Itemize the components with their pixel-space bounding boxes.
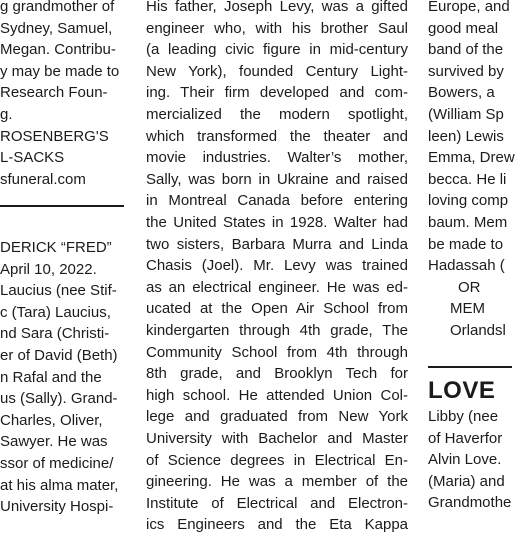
- obituary-text-line: Libby (nee: [428, 408, 499, 425]
- obituary-text-line: (a leading civic figure in mid-century: [146, 41, 408, 59]
- obituary-text-line: ics Engineers and the Eta Kappa: [146, 516, 408, 534]
- obituary-text-line: Laucius (nee Stif-: [0, 282, 117, 300]
- middle-obituary-column: [146, 0, 408, 534]
- obituary-text-line: Charles, Oliver,: [0, 411, 103, 429]
- left-obituary-column: [0, 0, 128, 516]
- obituary-text-line: survived by: [428, 62, 504, 80]
- obituary-text-line: 8th grade, and Brooklyn Tech for: [146, 365, 408, 383]
- obituary-text-line: Bowers, a: [428, 84, 495, 102]
- obituary-text-line: loving comp: [428, 192, 509, 210]
- obituary-text-line: y may be made to: [0, 62, 120, 80]
- obituary-text-line: becca. He li: [428, 170, 507, 188]
- obituary-text-line: Hadassah (: [428, 257, 505, 275]
- obituary-text-line: the United States in 1928. Walter had: [146, 214, 408, 231]
- obituary-name-heading: LOVE: [428, 377, 496, 404]
- obituary-text-line: of Science degrees in Electrical En-: [146, 451, 408, 469]
- obituary-text-line: Europe, and: [428, 0, 510, 15]
- obituary-text-line: high school. He attended Union Col-: [146, 386, 408, 404]
- funeral-home-line: L-SACKS: [0, 149, 65, 167]
- obituary-text-line: movie industries. Walter’s mother,: [146, 149, 408, 167]
- obituary-text-line: ing. Their firm developed and com-: [146, 84, 408, 102]
- obituary-text-line: leen) Lewis: [428, 127, 504, 145]
- obituary-text-line: be made to: [428, 235, 504, 253]
- obituary-text-line: Institute of Electrical and Electron-: [146, 494, 408, 512]
- obituary-text-line: n Rafal and the: [0, 368, 102, 386]
- right-obituary-column: [428, 0, 515, 512]
- obituary-text-line: New York), founded Century Light-: [146, 62, 408, 80]
- obituary-text-line: in Montreal Canada before entering: [146, 192, 408, 210]
- funeral-home-line: Orlandsl: [450, 322, 506, 339]
- obituary-text-line: lege and graduated from New York: [146, 408, 408, 426]
- obituary-text-line: as an electrical engineer. He was ed-: [146, 278, 408, 296]
- obituary-text-line: which transformed the theater and: [146, 127, 408, 145]
- obituary-text-line: Chasis (Joel). Mr. Levy was trained: [146, 257, 408, 275]
- obituary-text-line: (Maria) and: [428, 472, 505, 490]
- column-divider-rule: [0, 205, 124, 207]
- obituary-text-line: gineering. He was a member of the: [146, 473, 408, 491]
- obituary-text-line: Megan. Contribu-: [0, 41, 116, 59]
- obituary-text-line: (William Sp: [428, 106, 504, 123]
- obituary-text-line: kindergarten through 4th grade, The: [146, 322, 408, 339]
- obituary-text-line: c (Tara) Laucius,: [0, 303, 111, 321]
- obituary-text-line: Alvin Love.: [428, 451, 502, 469]
- funeral-home-line: MEM: [450, 300, 485, 318]
- obituary-text-line: ssor of medicine/: [0, 455, 114, 472]
- obituary-text-line: baum. Mem: [428, 214, 508, 231]
- obituary-text-line: Research Foun-: [0, 84, 108, 102]
- obituary-text-line: University Hospi-: [0, 498, 114, 516]
- obituary-text-line: Community School from 4th through: [146, 343, 408, 361]
- section-heading-rule: [428, 366, 512, 368]
- obituary-text-line: nd Sara (Christi-: [0, 325, 110, 343]
- obituary-text-line: of Haverfor: [428, 429, 503, 447]
- obituary-text-line: good meal: [428, 19, 499, 37]
- obituary-text-line: University with Bachelor and Master: [146, 430, 408, 447]
- obituary-text-line: at his alma mater,: [0, 476, 119, 494]
- obituary-text-line: Sawyer. He was: [0, 433, 108, 451]
- funeral-home-line: ROSENBERG'S: [0, 127, 109, 145]
- obituary-text-line: us (Sally). Grand-: [0, 390, 118, 408]
- obituary-text-line: mercialized the modern spotlight,: [146, 106, 408, 123]
- obituary-text-line: er of David (Beth): [0, 347, 118, 364]
- obituary-text-line: His father, Joseph Levy, was a gifted: [146, 0, 408, 15]
- obituary-text-line: g.: [0, 106, 13, 123]
- obituary-text-line: g grandmother of: [0, 0, 115, 15]
- funeral-home-line: sfuneral.com: [0, 170, 86, 188]
- obituary-text-line: ucated at the Open Air School from: [146, 300, 408, 318]
- obituary-text-line: band of the: [428, 41, 504, 59]
- obituary-text-line: April 10, 2022.: [0, 260, 97, 278]
- obituary-text-line: engineer who, with his brother Saul: [146, 19, 408, 37]
- obituary-text-line: Emma, Drew: [428, 149, 515, 167]
- obituary-text-line: two sisters, Barbara Murra and Linda: [146, 235, 408, 253]
- obituary-text-line: Grandmothe: [428, 494, 512, 512]
- obituary-text-line: Sydney, Samuel,: [0, 19, 113, 37]
- obituary-text-line: DERICK “FRED”: [0, 239, 112, 256]
- funeral-home-line: OR: [458, 278, 481, 296]
- obituary-text-line: Sally, was born in Ukraine and raised: [146, 170, 408, 188]
